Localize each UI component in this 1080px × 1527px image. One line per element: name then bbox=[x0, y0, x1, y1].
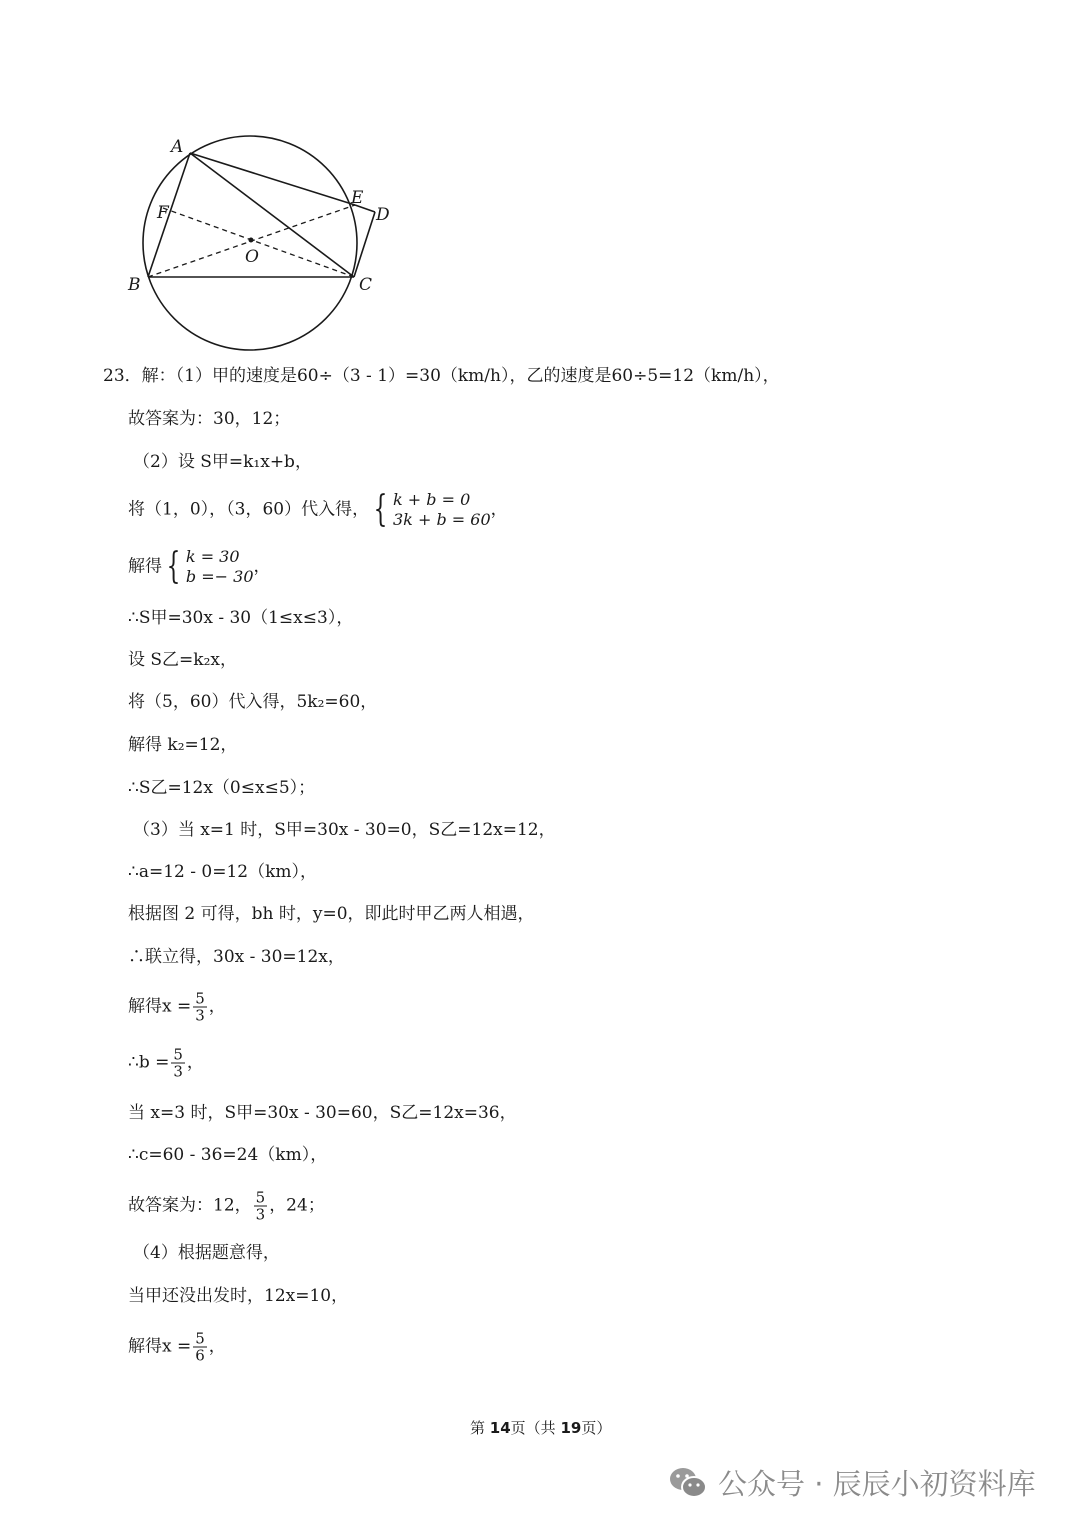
label-f: F bbox=[157, 203, 169, 223]
line-text: 解得 bbox=[128, 556, 162, 577]
solution-line: 23．解：（1）甲的速度是60÷（3 - 1）=30（km/h），乙的速度是60÷5=12（km/h）， bbox=[103, 366, 780, 386]
solution-line bbox=[128, 1331, 226, 1364]
solution-line bbox=[128, 991, 226, 1024]
solution-line: 故答案为：30，12； bbox=[128, 409, 291, 429]
fraction bbox=[171, 1047, 185, 1080]
line-text: 故答案为：12， bbox=[128, 1195, 252, 1216]
punct: ， bbox=[490, 499, 508, 520]
solution-line bbox=[128, 1047, 204, 1080]
denominator: 6 bbox=[195, 1346, 205, 1365]
punct: ， bbox=[253, 556, 271, 577]
numerator: 5 bbox=[255, 1188, 266, 1207]
watermark-text: 公众号 · 辰辰小初资料库 bbox=[718, 1467, 1036, 1501]
line-text: 将（1，0），（3，60）代入得， bbox=[128, 499, 370, 520]
numerator: 5 bbox=[195, 1329, 205, 1348]
solution-line: 解得 k₂=12， bbox=[128, 735, 238, 755]
solution-line: ∴c=60 - 36=24（km）， bbox=[128, 1145, 328, 1165]
circle-o bbox=[143, 136, 357, 350]
watermark bbox=[668, 1462, 1036, 1503]
fraction bbox=[193, 991, 207, 1024]
footer-text: 第 bbox=[470, 1419, 490, 1437]
numerator: 5 bbox=[173, 1045, 183, 1064]
label-a: A bbox=[171, 137, 184, 157]
label-o: O bbox=[245, 247, 259, 267]
line-text: 解得x = bbox=[128, 1336, 192, 1357]
punct: ， bbox=[208, 996, 226, 1017]
solution-line: ∴S乙=12x（0≤x≤5）； bbox=[128, 778, 316, 798]
solution-line bbox=[128, 490, 508, 530]
page-footer bbox=[470, 1417, 611, 1438]
footer-text: 页（共 bbox=[510, 1419, 561, 1437]
equation-system: { k = 30 b =− 30 bbox=[166, 546, 254, 587]
line-text: 解得x = bbox=[128, 996, 192, 1017]
equation-row: k = 30 bbox=[185, 547, 240, 566]
equation-system: { k + b = 0 3k + b = 60 bbox=[373, 489, 491, 530]
footer-text: 页） bbox=[581, 1419, 612, 1437]
solution-line: 当甲还没出发时，12x=10， bbox=[128, 1286, 349, 1306]
equation-row: 3k + b = 60 bbox=[393, 510, 491, 529]
solution-line: 当 x=3 时，S甲=30x - 30=60，S乙=12x=36， bbox=[128, 1103, 517, 1123]
solution-line: ∴a=12 - 0=12（km）， bbox=[128, 862, 317, 882]
denominator: 3 bbox=[195, 1006, 205, 1025]
denominator: 3 bbox=[255, 1205, 266, 1224]
solution-line bbox=[128, 1190, 325, 1223]
solution-line: （3）当 x=1 时，S甲=30x - 30=0，S乙=12x=12， bbox=[133, 820, 556, 840]
numerator: 5 bbox=[195, 989, 205, 1008]
solution-line: （2）设 S甲=k₁x+b， bbox=[133, 452, 312, 472]
solution-line bbox=[128, 547, 271, 587]
label-b: B bbox=[128, 275, 141, 295]
solution-line: ∴联立得，30x - 30=12x， bbox=[128, 947, 345, 967]
fraction bbox=[254, 1190, 268, 1223]
equation-row: b =− 30 bbox=[185, 567, 254, 586]
solution-line: （4）根据题意得， bbox=[133, 1243, 280, 1263]
solution-line: 根据图 2 可得，bh 时，y=0，即此时甲乙两人相遇， bbox=[128, 904, 535, 924]
punct: ， bbox=[208, 1336, 226, 1357]
line-text: ∴b = bbox=[128, 1052, 170, 1073]
solution-line: 将（5，60）代入得，5k₂=60， bbox=[128, 692, 378, 712]
current-page: 14 bbox=[489, 1419, 511, 1437]
equation-row: k + b = 0 bbox=[393, 490, 471, 509]
solution-line: 设 S乙=k₂x， bbox=[128, 650, 237, 670]
solution-line: ∴S甲=30x - 30（1≤x≤3）， bbox=[128, 608, 354, 628]
total-pages: 19 bbox=[560, 1419, 582, 1437]
denominator: 3 bbox=[173, 1062, 183, 1081]
wechat-icon bbox=[668, 1466, 708, 1500]
label-d: D bbox=[376, 205, 390, 225]
circle-geometry-figure bbox=[120, 125, 410, 360]
center-point bbox=[249, 238, 254, 243]
punct: ， bbox=[186, 1052, 204, 1073]
fraction bbox=[193, 1331, 207, 1364]
segment-ae bbox=[190, 153, 355, 205]
label-e: E bbox=[351, 188, 364, 208]
punct: ，24； bbox=[269, 1195, 325, 1216]
label-c: C bbox=[359, 275, 373, 295]
